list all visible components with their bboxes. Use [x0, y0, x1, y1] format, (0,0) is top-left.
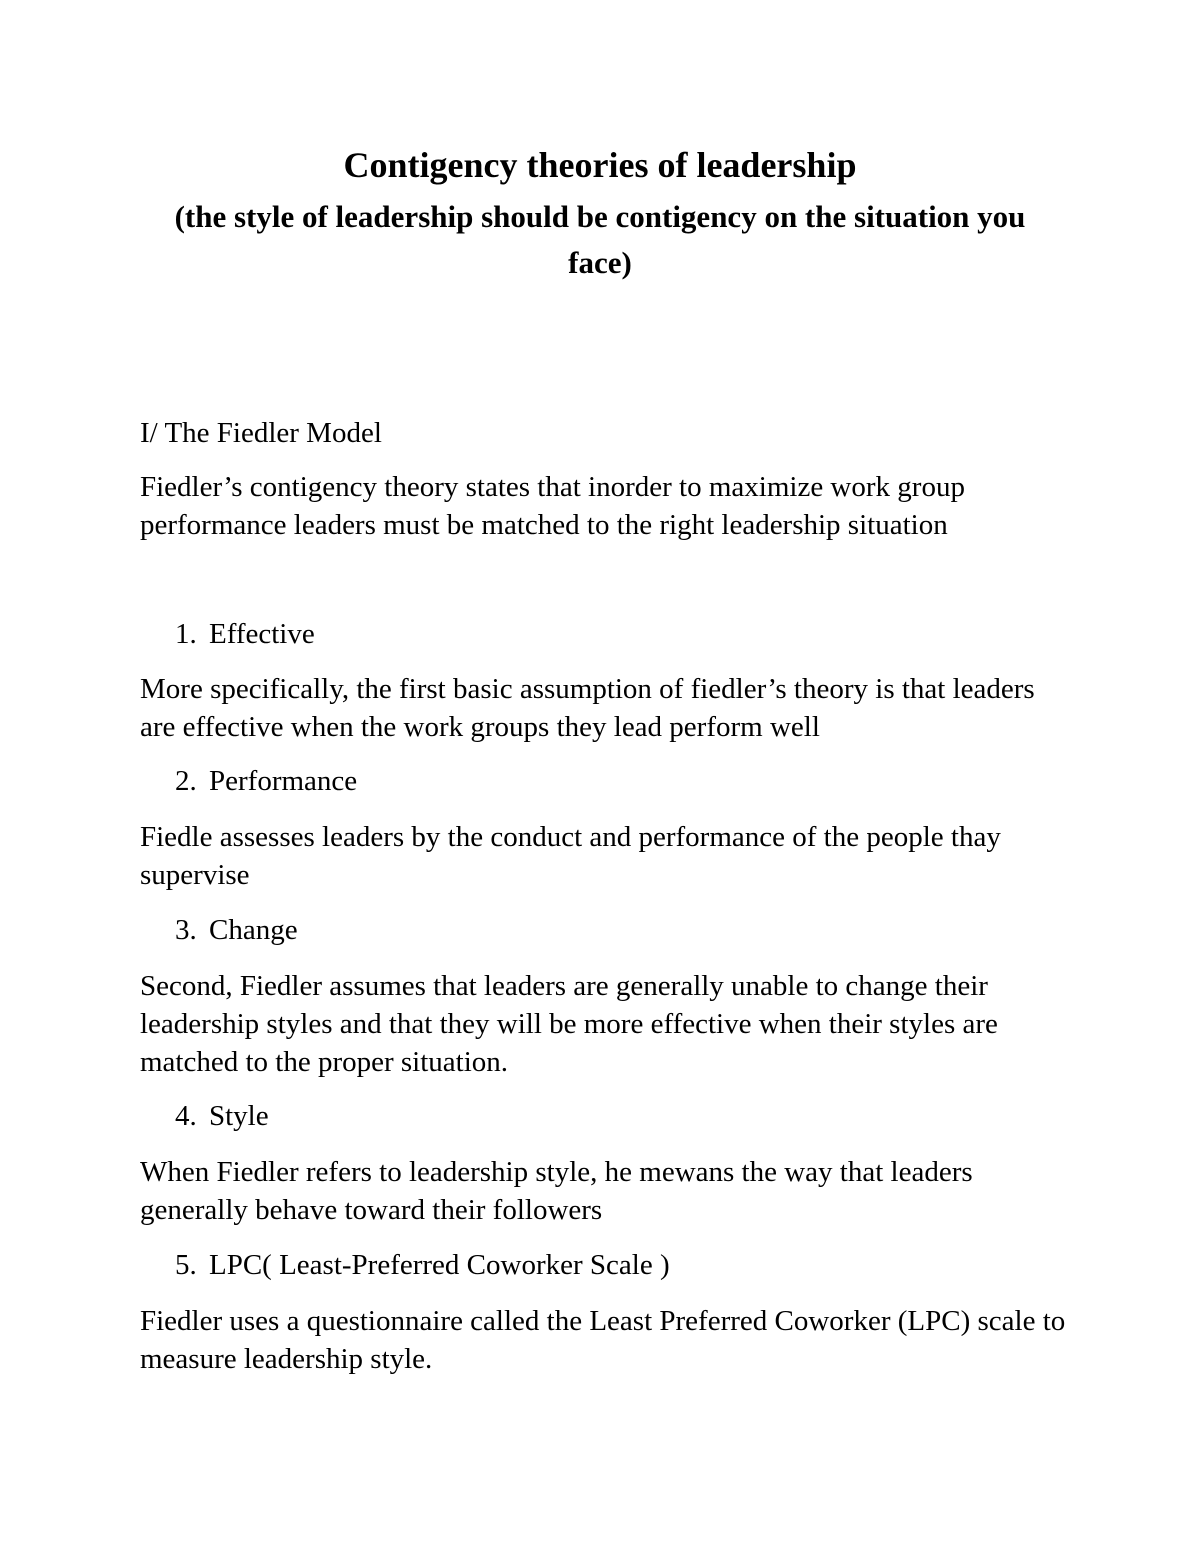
- document-title: Contigency theories of leadership: [343, 145, 857, 185]
- list-label: Change: [209, 914, 298, 946]
- list-label: Effective: [209, 618, 315, 650]
- list-number: 5.: [175, 1249, 197, 1281]
- list-label: Performance: [209, 765, 358, 797]
- list-item-style: [175, 1097, 269, 1135]
- paragraph-effective: More specifically, the first basic assumption of fiedler’s theory is that leaders are effective when the work groups they lead perform well: [140, 673, 1035, 743]
- list-item-lpc: [175, 1246, 670, 1284]
- list-item-effective: [175, 615, 315, 653]
- list-number: 2.: [175, 765, 197, 797]
- list-label: LPC( Least-Preferred Coworker Scale ): [209, 1249, 670, 1281]
- list-item-performance: [175, 762, 357, 800]
- list-number: 4.: [175, 1100, 197, 1132]
- list-number: 3.: [175, 914, 197, 946]
- intro-paragraph: Fiedler’s contigency theory states that inorder to maximize work group performance leaders must be matched to the right leadership situation: [140, 471, 965, 541]
- section-heading: I/ The Fiedler Model: [140, 417, 382, 449]
- paragraph-lpc: Fiedler uses a questionnaire called the Least Preferred Coworker (LPC) scale to measure leadership style.: [140, 1305, 1066, 1375]
- paragraph-performance: Fiedle assesses leaders by the conduct and performance of the people thay supervise: [140, 821, 1001, 891]
- paragraph-style: When Fiedler refers to leadership style, he mewans the way that leaders generally behave toward their followers: [140, 1156, 973, 1226]
- list-label: Style: [209, 1100, 269, 1132]
- document-subtitle: (the style of leadership should be contigency on the situation you face): [174, 199, 1026, 280]
- list-number: 1.: [175, 618, 197, 650]
- paragraph-change: Second, Fiedler assumes that leaders are generally unable to change their leadership styles and that they will be more effective when their styles are matched to the proper situation.: [140, 970, 998, 1078]
- list-item-change: [175, 911, 298, 949]
- title-block: [100, 140, 1100, 286]
